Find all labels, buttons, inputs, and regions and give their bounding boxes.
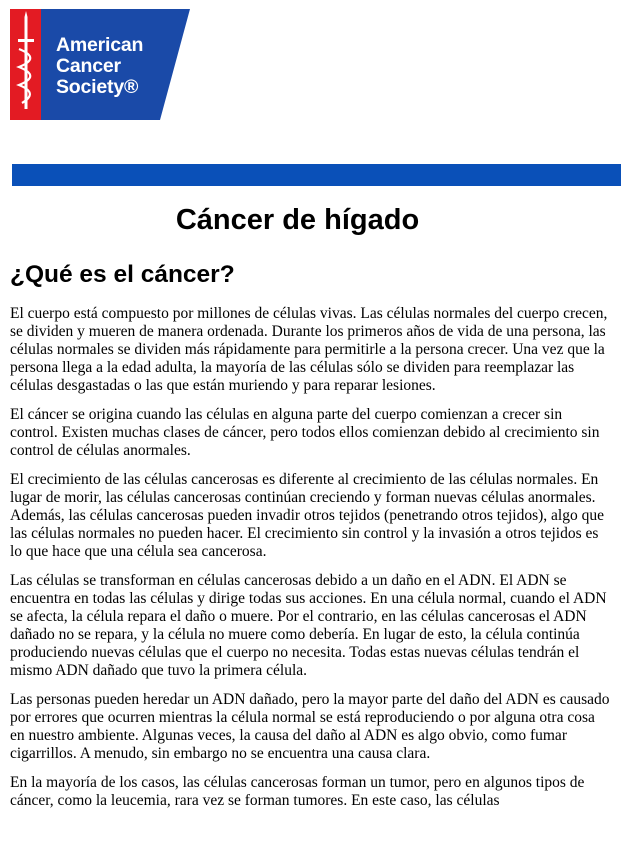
document-title: Cáncer de hígado <box>175 204 420 236</box>
logo-wordmark <box>56 35 143 98</box>
section-heading: ¿Qué es el cáncer? <box>10 261 235 288</box>
header-divider-bar <box>12 164 621 186</box>
paragraph: Las personas pueden heredar un ADN dañado, pero la mayor parte del daño del ADN es causado por errores que ocurren mientras la célula normal se está reproduciendo o por alguna otra cosa en nuestro ambiente. Algunas veces, la causa del daño al ADN es algo obvio, como fumar cigarrillos. A menudo, sin embargo no se encuentra una causa clara. <box>10 691 610 762</box>
paragraph: El crecimiento de las células cancerosas es diferente al crecimiento de las células normales. En lugar de morir, las células cancerosas continúan creciendo y forman nuevas células anormales. Además, las células cancerosas pueden invadir otros tejidos (penetrando otros tejidos), algo que las células normales no pueden hacer. El crecimiento sin control y la invasión a otros tejidos es lo que hace que una célula sea cancerosa. <box>10 471 604 560</box>
logo-line-2: Cancer <box>56 55 121 77</box>
american-cancer-society-logo <box>10 9 190 120</box>
paragraph: Las células se transforman en células cancerosas debido a un daño en el ADN. El ADN se encuentra en todas las células y dirige todas sus acciones. En una célula normal, cuando el ADN se afecta, la célula repara el daño o muere. Por el contrario, en las células cancerosas el ADN dañado no se repara, y la célula no muere como debería. En lugar de esto, la célula continúa produciendo nuevas células que el cuerpo no necesita. Todas estas nuevas células tendrán el mismo ADN dañado que tuvo la primera célula. <box>10 572 607 679</box>
paragraph: El cuerpo está compuesto por millones de células vivas. Las células normales del cuerpo crecen, se dividen y mueren de manera ordenada. Durante los primeros años de vida de una persona, las células normales se dividen más rápidamente para permitirle a la persona crecer. Una vez que la persona llega a la edad adulta, la mayoría de las células sólo se dividen para reemplazar las células desgastadas o las que están muriendo y para reparar lesiones. <box>10 305 608 394</box>
document-body <box>10 305 610 821</box>
logo-line-3: Society® <box>56 76 139 98</box>
logo-line-1: American <box>56 34 144 56</box>
paragraph: En la mayoría de los casos, las células cancerosas forman un tumor, pero en algunos tipos de cáncer, como la leucemia, rara vez se forman tumores. En este caso, las células <box>10 774 585 809</box>
paragraph: El cáncer se origina cuando las células en alguna parte del cuerpo comienzan a crecer sin control. Existen muchas clases de cáncer, pero todos ellos comienzan debido al crecimiento sin control de células anormales. <box>10 406 600 459</box>
